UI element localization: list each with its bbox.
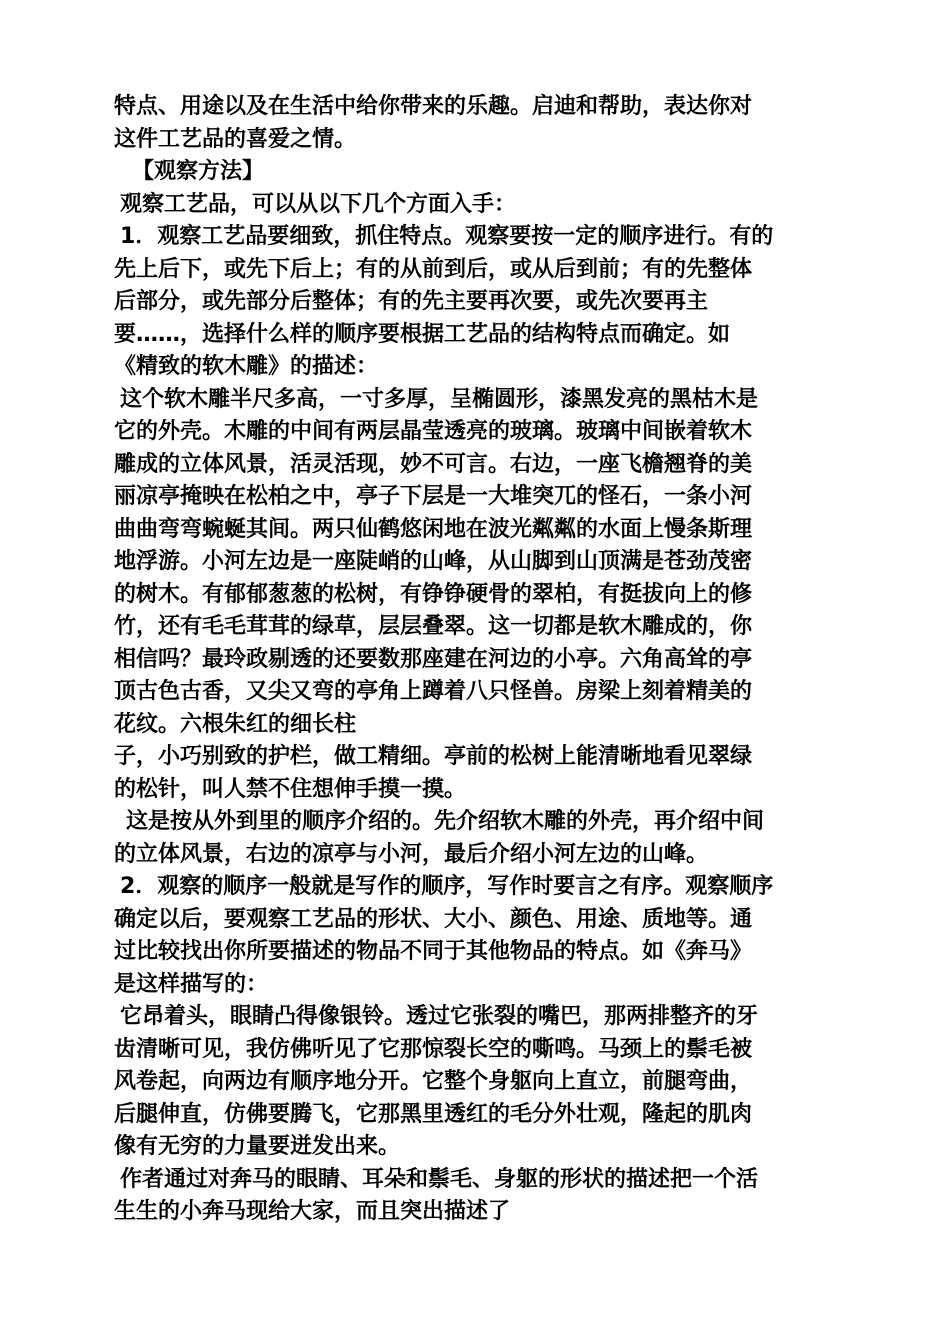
text-line: 齿清晰可见，我仿佛听见了它那惊裂长空的嘶鸣。马颈上的鬃毛被 [114, 1036, 753, 1062]
text-line: 雕成的立体风景，活灵活现，妙不可言。右边，一座飞檐翘脊的美 [114, 451, 753, 477]
text-line: 顶古色古香，又尖又弯的亭角上蹲着八只怪兽。房梁上刻着精美的 [114, 679, 753, 704]
text-line: 地浮游。小河左边是一座陡峭的山峰，从山脚到山顶满是苍劲茂密 [114, 549, 753, 574]
text-line: 要……，选择什么样的顺序要根据工艺品的结构特点而确定。如 [114, 321, 731, 347]
text-line: 后部分，或先部分后整体；有的先主要再次要，或先次要再主 [114, 289, 709, 314]
document-body [114, 91, 844, 1229]
text-line: 曲曲弯弯蜿蜒其间。两只仙鹤悠闲地在波光粼粼的水面上慢条斯理 [114, 516, 753, 542]
text-line: 确定以后，要观察工艺品的形状、大小、颜色、用途、质地等。通 [114, 906, 753, 932]
text-line: 相信吗？最玲政剔透的还要数那座建在河边的小亭。六角高耸的亭 [114, 646, 753, 672]
text-line: 的立体风景，右边的凉亭与小河，最后介绍小河左边的山峰。 [114, 841, 709, 867]
text-line: 风卷起，向两边有顺序地分开。它整个身躯向上直立，前腿弯曲， [114, 1069, 753, 1094]
text-line: 过比较找出你所要描述的物品不同于其他物品的特点。如《奔马》 [114, 939, 753, 964]
text-line: 竹，还有毛毛茸茸的绿草，层层叠翠。这一切都是软木雕成的，你 [114, 614, 753, 639]
text-line: 丽凉亭掩映在松柏之中，亭子下层是一大堆突兀的怪石，一条小河 [114, 484, 753, 509]
numbered-point-2: 2．观察的顺序一般就是写作的顺序，写作时要言之有序。观察顺序 [120, 874, 774, 899]
text-line: 花纹。六根朱红的细长柱 [114, 711, 357, 737]
text-line: 的树木。有郁郁葱葱的松树，有铮铮硬骨的翠柏，有挺拔向上的修 [114, 581, 753, 607]
numbered-point-1: 1．观察工艺品要细致，抓住特点。观察要按一定的顺序进行。有的 [120, 224, 774, 249]
text-line: 这件工艺品的喜爱之情。 [114, 126, 357, 152]
text-line: 它昂着头，眼睛凸得像银铃。透过它张裂的嘴巴，那两排整齐的牙 [120, 1004, 759, 1029]
text-line: 特点、用途以及在生活中给你带来的乐趣。启迪和帮助，表达你对 [114, 94, 753, 119]
text-line: 这是按从外到里的顺序介绍的。先介绍软木雕的外壳，再介绍中间 [126, 809, 765, 834]
text-line: 生生的小奔马现给大家，而且突出描述了 [114, 1199, 511, 1224]
text-line: 作者通过对奔马的眼睛、耳朵和鬃毛、身躯的形状的描述把一个活 [120, 1166, 759, 1192]
text-line: 子，小巧别致的护栏，做工精细。亭前的松树上能清晰地看见翠绿 [114, 744, 753, 769]
text-line: 观察工艺品，可以从以下几个方面入手： [120, 191, 517, 217]
text-line: 像有无穷的力量要迸发出来。 [114, 1134, 401, 1159]
text-line: 后腿伸直，仿佛要腾飞，它那黑里透红的毛分外壮观，隆起的肌肉 [114, 1101, 753, 1127]
text-line: 这个软木雕半尺多高，一寸多厚，呈椭圆形，漆黑发亮的黑枯木是 [120, 386, 759, 412]
text-line: 它的外壳。木雕的中间有两层晶莹透亮的玻璃。玻璃中间嵌着软木 [114, 419, 753, 444]
section-heading: 【观察方法】 [132, 159, 265, 184]
text-line: 的松针，叫人禁不住想伸手摸一摸。 [114, 776, 467, 802]
text-line: 先上后下，或先下后上；有的从前到后，或从后到前；有的先整体 [114, 256, 753, 282]
text-line: 《精致的软木雕》的描述： [114, 354, 379, 379]
text-line: 是这样描写的： [114, 971, 269, 997]
